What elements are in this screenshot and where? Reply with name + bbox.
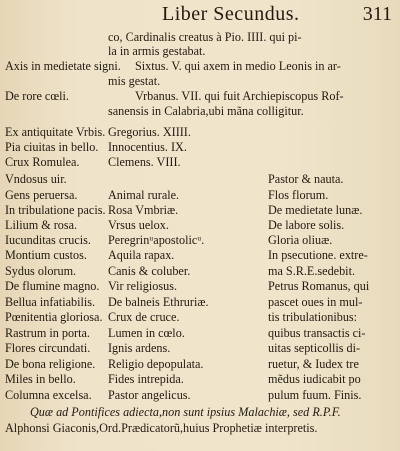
motto-cell: Ex antiquitate Vrbis. (5, 125, 106, 139)
pope-cell: Innocentius. IX. (108, 140, 187, 154)
footnote-line-1: Quæ ad Pontifices adiecta,non sunt ipsius Malachiæ, sed R.P.F. (30, 405, 341, 419)
motto-cell: In tribulatione pacis. (5, 203, 106, 217)
motto-cell: Bellua infatiabilis. (5, 295, 96, 309)
motto-cell-right: In psecutione. extre- (268, 248, 368, 262)
motto-cell-middle: Rosa Vmbriæ. (108, 203, 179, 217)
motto-cell-right: uitas septicollis di- (268, 341, 361, 355)
motto-cell: Columna excelsa. (5, 388, 92, 402)
motto-cell: Sydus olorum. (5, 264, 77, 278)
motto-cell-middle: Ignis ardens. (108, 341, 171, 355)
pope-cell: Clemens. VIII. (108, 155, 181, 169)
motto-cell-middle: Lumen in cœlo. (108, 326, 185, 340)
motto-cell-middle: Crux de cruce. (108, 310, 180, 324)
motto-cell: Gens peruersa. (5, 188, 78, 202)
motto-cell-right: Petrus Romanus, qui (268, 279, 370, 293)
entry-continuation: co, Cardinalis creatus à Pio. IIII. qui pi- (108, 30, 302, 44)
motto-cell-right: Gloria oliuæ. (268, 233, 333, 247)
motto-cell: Rastrum in porta. (5, 326, 90, 340)
motto-cell-middle: Aquila rapax. (108, 248, 175, 262)
motto-cell: Miles in bello. (5, 372, 76, 386)
motto-cell-middle: Pastor angelicus. (108, 388, 191, 402)
footnote-line-2: Alphonsi Giaconis,Ord.Prædicatorũ,huius Prophetiæ interpretis. (5, 421, 318, 435)
motto-cell-middle: Religio depopulata. (108, 357, 204, 371)
motto-cell-middle: Animal rurale. (108, 188, 180, 202)
entry-continuation: sanensis in Calabria,ubi mãna colligitur. (108, 104, 304, 118)
motto-cell-right: De labore solis. (268, 218, 345, 232)
motto-cell-middle: De balneis Ethruriæ. (108, 295, 209, 309)
motto-cell-right: ma S.R.E.sedebit. (268, 264, 355, 278)
motto-cell-right: mẽdus iudicabit po (268, 372, 361, 386)
motto-cell-middle: Vrsus uelox. (108, 218, 169, 232)
motto-cell-right: pascet oues in mul- (268, 295, 363, 309)
motto-cell-right: pulum fuum. Finis. (268, 388, 362, 402)
motto-cell: Flores circundati. (5, 341, 91, 355)
pope-cell: Gregorius. XIIII. (108, 125, 191, 139)
motto-cell: Montium custos. (5, 248, 87, 262)
motto-cell: Vndosus uir. (5, 172, 67, 186)
motto-entry: Axis in medietate signi. (5, 59, 121, 73)
motto-cell-right: tis tribulationibus: (268, 310, 358, 324)
motto-cell: Lilium & rosa. (5, 218, 78, 232)
page-number: 311 (362, 3, 392, 25)
entry-continuation: mis gestat. (108, 74, 161, 88)
motto-cell-right: quibus transactis ci- (268, 326, 366, 340)
pope-entry: Sixtus. V. qui axem in medio Leonis in ar- (135, 59, 341, 73)
motto-cell-right: Pastor & nauta. (268, 172, 344, 186)
motto-entry: De rore cœli. (5, 89, 69, 103)
motto-cell: Iucunditas crucis. (5, 233, 91, 247)
page-header (0, 2, 400, 26)
running-title: Liber Secundus. (162, 3, 300, 25)
motto-cell: De bona religione. (5, 357, 96, 371)
motto-cell-middle: Vir religiosus. (108, 279, 178, 293)
motto-cell-middle: Peregrinᵘapostolicᵘ. (108, 233, 205, 247)
motto-cell: De flumine magno. (5, 279, 100, 293)
motto-cell-right: ruetur, & Iudex tre (268, 357, 359, 371)
motto-cell-middle: Canis & coluber. (108, 264, 191, 278)
motto-cell-right: Flos florum. (268, 188, 329, 202)
motto-cell: Pœnitentia gloriosa. (5, 310, 103, 324)
pope-entry: Vrbanus. VII. qui fuit Archiepiscopus Rof- (135, 89, 344, 103)
motto-cell-middle: Fides intrepida. (108, 372, 184, 386)
motto-cell-right: De medietate lunæ. (268, 203, 363, 217)
entry-continuation: la in armis gestabat. (108, 44, 206, 58)
motto-cell: Crux Romulea. (5, 155, 80, 169)
motto-cell: Pia ciuitas in bello. (5, 140, 99, 154)
